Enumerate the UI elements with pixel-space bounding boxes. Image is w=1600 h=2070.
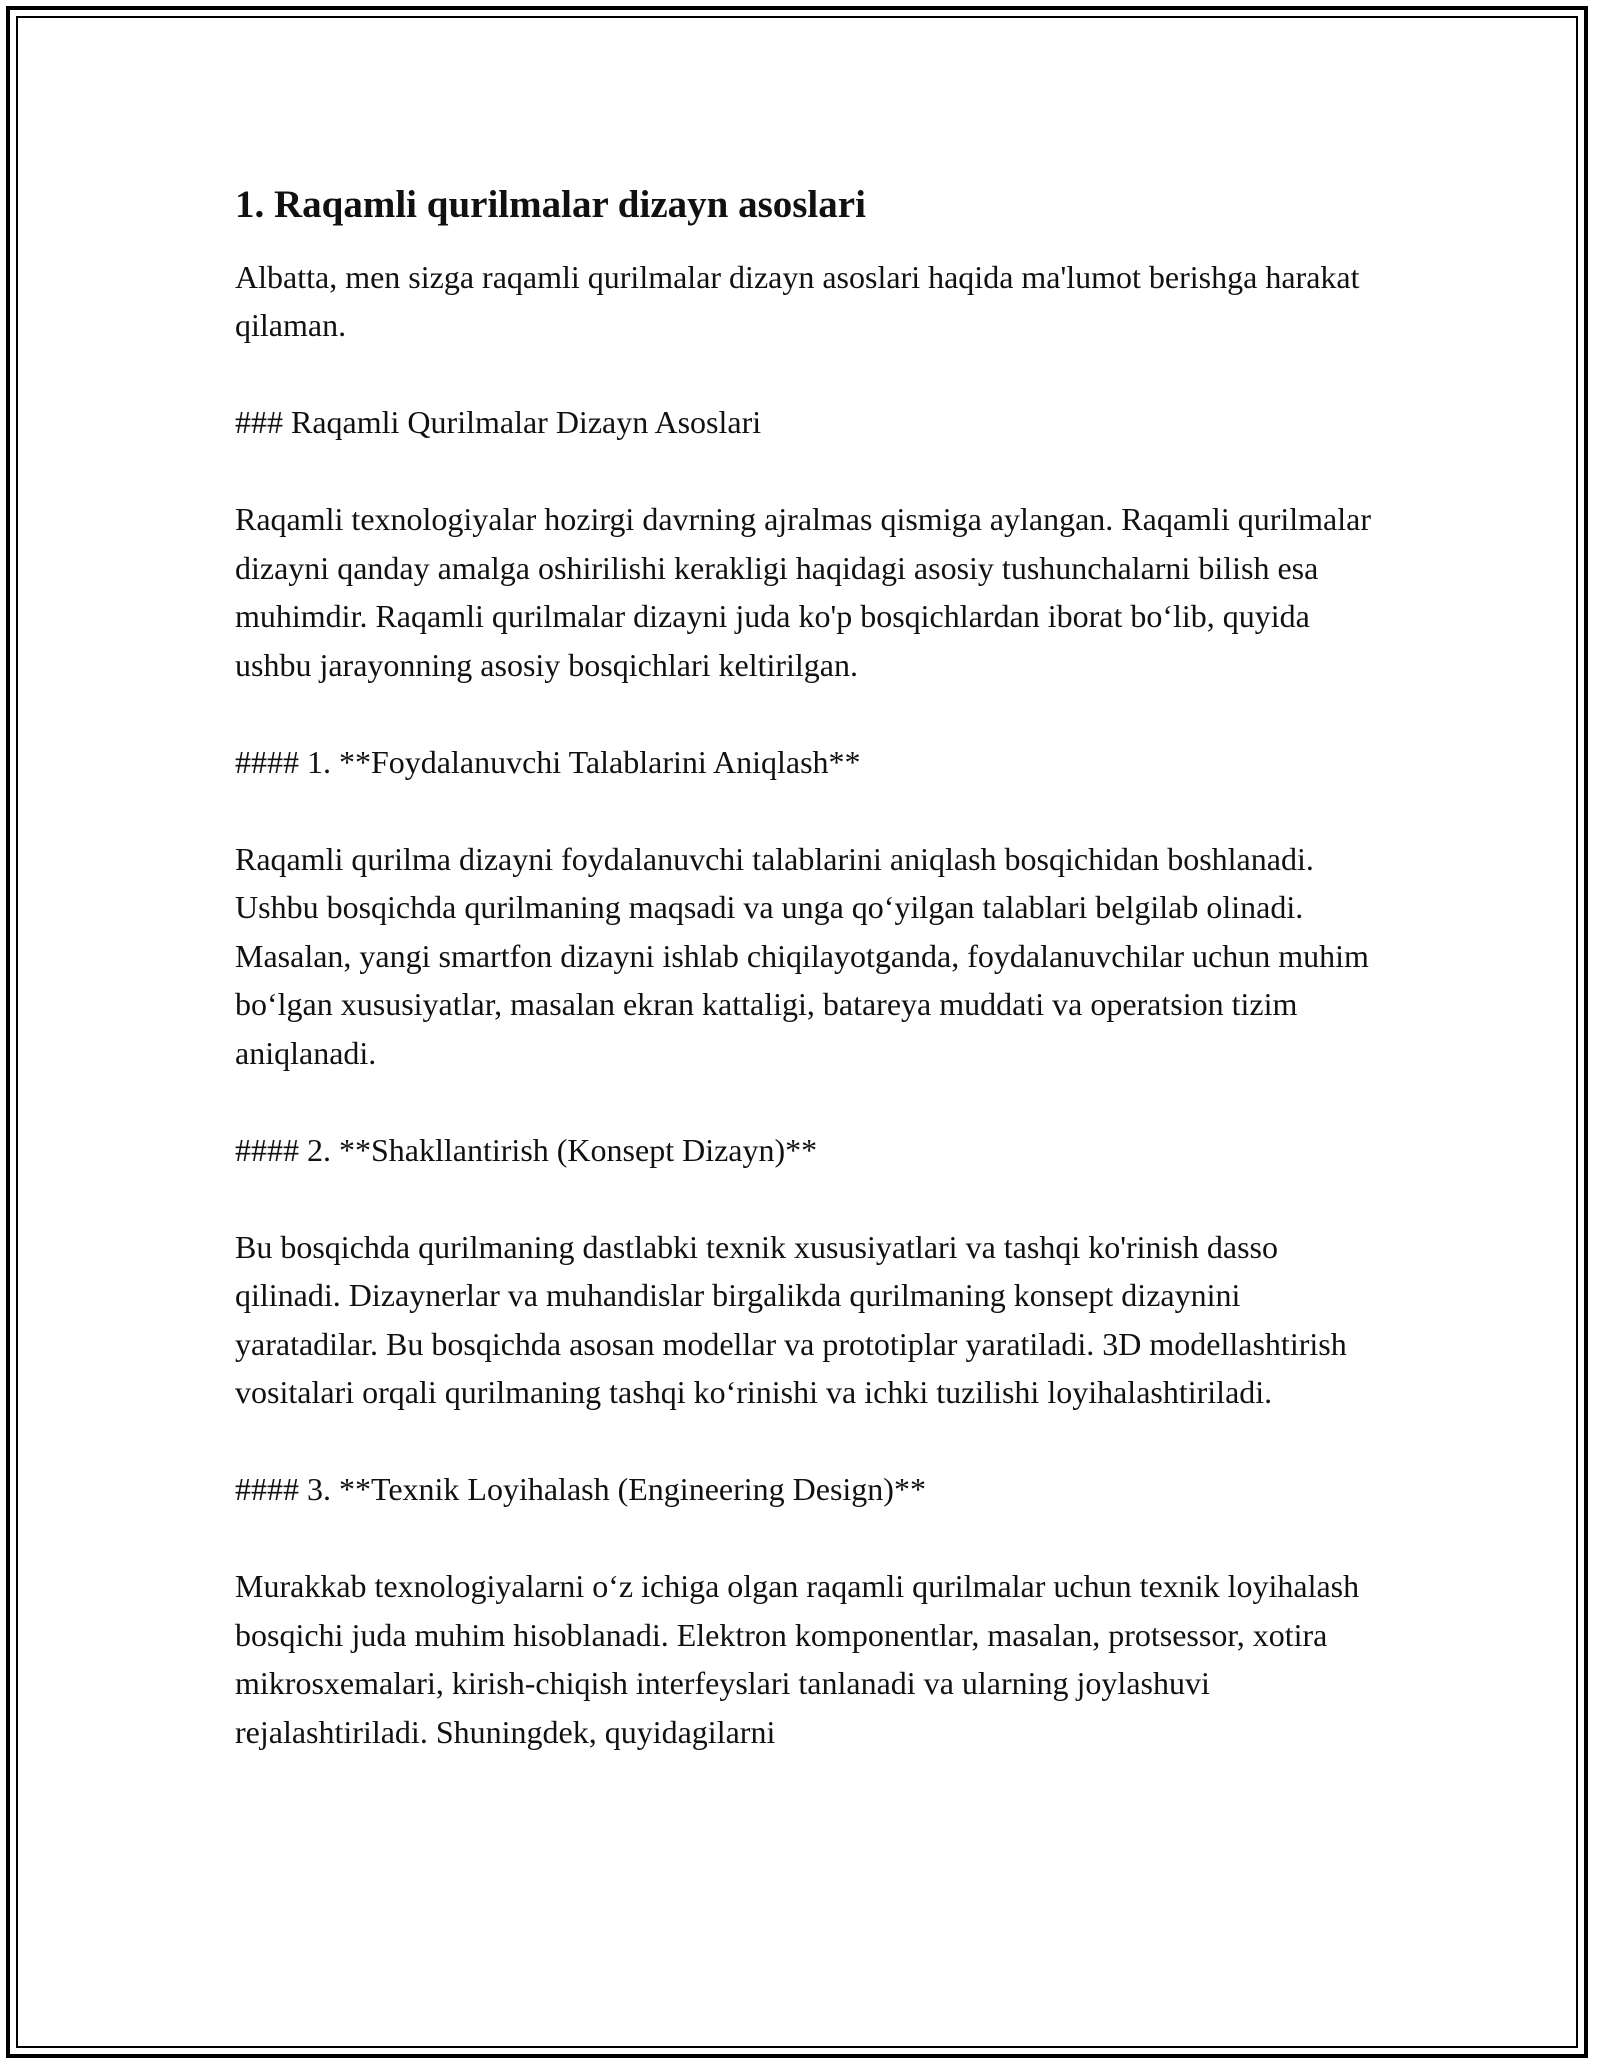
step-2-heading: #### 2. **Shakllantirish (Konsept Dizayn)** (235, 1131, 818, 1168)
step-1-paragraph: Raqamli qurilma dizayni foydalanuvchi talablarini aniqlash bosqichidan boshlanadi. Ushbu bosqichda qurilmaning maqsadi va unga qo‘yilgan talablari belgilab olinadi. Masalan, yangi smartfon dizayni ishlab chiqilayotganda, foydalanuvchilar uchun muhim bo‘lgan xususiyatlar, masalan ekran kattaligi, batareya muddati va operatsion tizim aniqlanadi. (235, 840, 1369, 1071)
step-1-heading: #### 1. **Foydalanuvchi Talablarini Aniqlash** (235, 743, 861, 780)
overview-paragraph: Raqamli texnologiyalar hozirgi davrning ajralmas qismiga aylangan. Raqamli qurilmalar dizayni qanday amalga oshirilishi kerakligi haqidagi asosiy tushunchalarni bilish esa muhimdir. Raqamli qurilmalar dizayni juda ko'p bosqichlardan iborat bo‘lib, quyida ushbu jarayonning asosiy bosqichlari keltirilgan. (235, 501, 1371, 683)
step-2-paragraph: Bu bosqichda qurilmaning dastlabki texnik xususiyatlari va tashqi ko'rinish dasso qilinadi. Dizaynerlar va muhandislar birgalikda qurilmaning konsept dizaynini yaratadilar. Bu bosqichda asosan modellar va prototiplar yaratiladi. 3D modellashtirish vositalari orqali qurilmaning tashqi ko‘rinishi va ichki tuzilishi loyihalashtiriladi. (235, 1228, 1347, 1411)
intro-paragraph: Albatta, men sizga raqamli qurilmalar dizayn asoslari haqida ma'lumot berishga harakat qilaman. (235, 258, 1360, 344)
step-3-paragraph: Murakkab texnologiyalarni o‘z ichiga olgan raqamli qurilmalar uchun texnik loyihalash bosqichi juda muhim hisoblanadi. Elektron komponentlar, masalan, protsessor, xotira mikrosxemalari, kirish-chiqish interfeyslari tanlanadi va ularning joylashuvi rejalashtiriladi. Shuningdek, quyidagilarni (235, 1568, 1360, 1750)
document-page (235, 180, 1385, 1756)
document-title: 1. Raqamli qurilmalar dizayn asoslari (235, 183, 866, 226)
step-3-heading: #### 3. **Texnik Loyihalash (Engineering Design)** (235, 1471, 926, 1508)
section-heading: ### Raqamli Qurilmalar Dizayn Asoslari (235, 404, 762, 441)
